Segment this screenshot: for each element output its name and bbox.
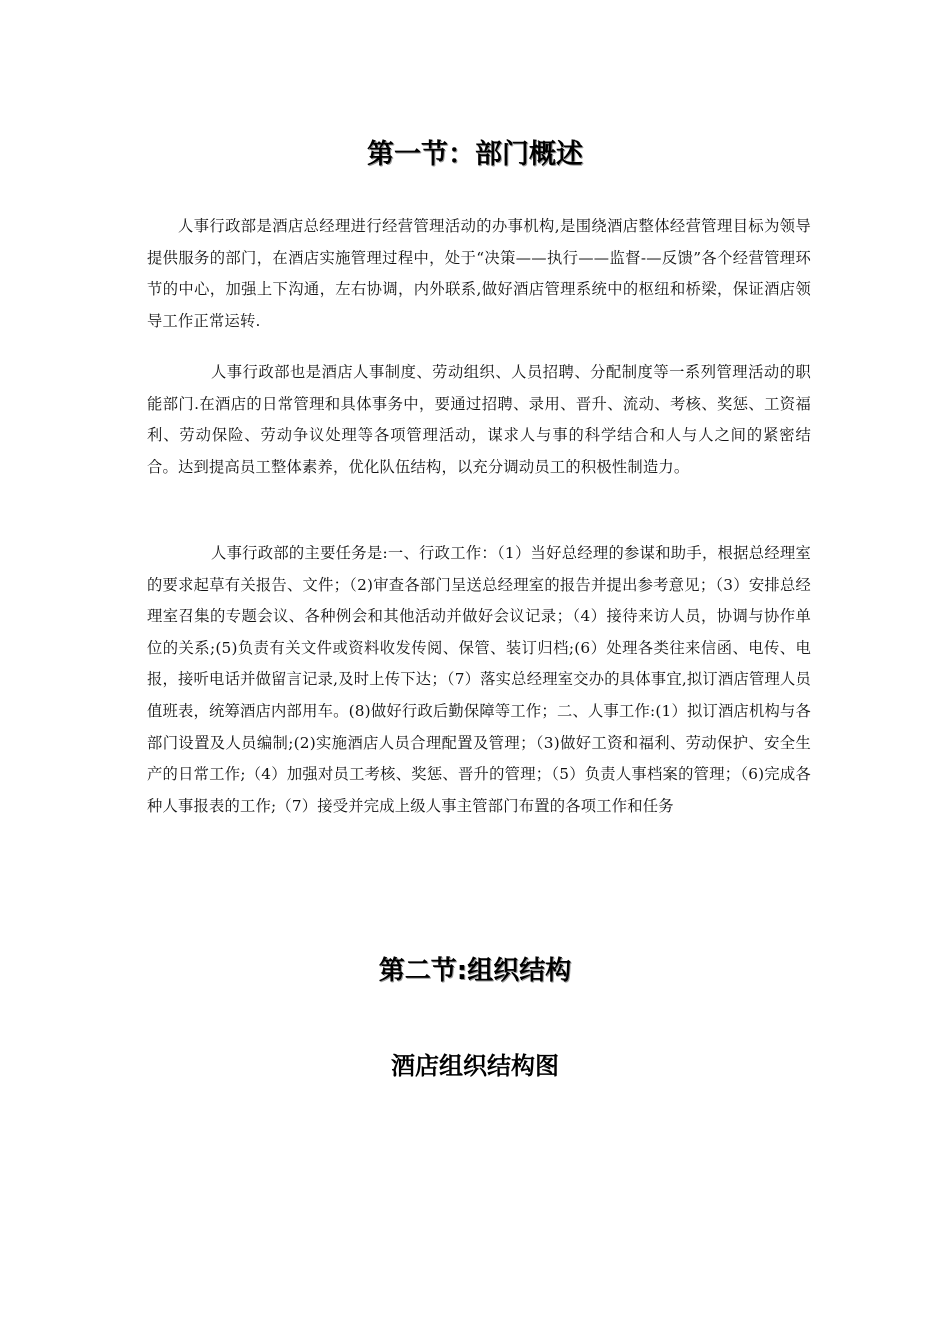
paragraph-1: 人事行政部是酒店总经理进行经营管理活动的办事机构,是围绕酒店整体经营管理目标为领导提供服务的部门，在酒店实施管理过程中，处于“决策——执行——监督-—反馈”各个经营管理环节的中心，加强上下沟通，左右协调，内外联系,做好酒店管理系统中的枢纽和桥梁，保证酒店领导工作正常运转. [147,217,811,330]
paragraph-3: 人事行政部的主要任务是:一、行政工作：（1）当好总经理的参谋和助手，根据总经理室的要求起草有关报告、文件；（2)审查各部门呈送总经理室的报告并提出参考意见；（3）安排总经理室召集的专题会议、各种例会和其他活动并做好会议记录；（4）接待来访人员，协调与协作单位的关系;(5)负责有关文件或资料收发传阅、保管、装订归档;(6）处理各类往来信函、电传、电报，接听电话并做留言记录,及时上传下达；（7）落实总经理室交办的具体事宜,拟订酒店管理人员值班表，统筹酒店内部用车。(8)做好行政后勤保障等工作；二、人事工作:(1）拟订酒店机构与各部门设置及人员编制;(2)实施酒店人员合理配置及管理；（3)做好工资和福利、劳动保护、安全生产的日常工作;（4）加强对员工考核、奖惩、晋升的管理；（5）负责人事档案的管理；（6)完成各种人事报表的工作;（7）接受并完成上级人事主管部门布置的各项工作和任务 [147,544,811,815]
paragraph-2: 人事行政部也是酒店人事制度、劳动组织、人员招聘、分配制度等一系列管理活动的职能部门.在酒店的日常管理和具体事务中，要通过招聘、录用、晋升、流动、考核、奖惩、工资福利、劳动保险、劳动争议处理等各项管理活动，谋求人与事的科学结合和人与人之间的紧密结合。达到提高员工整体素养，优化队伍结构，以充分调动员工的积极性制造力。 [147,363,811,476]
section2-title: 第二节:组织结构 [378,956,572,986]
section1-title: 第一节：部门概述 [367,139,583,170]
org-chart-title: 酒店组织结构图 [391,1052,559,1080]
